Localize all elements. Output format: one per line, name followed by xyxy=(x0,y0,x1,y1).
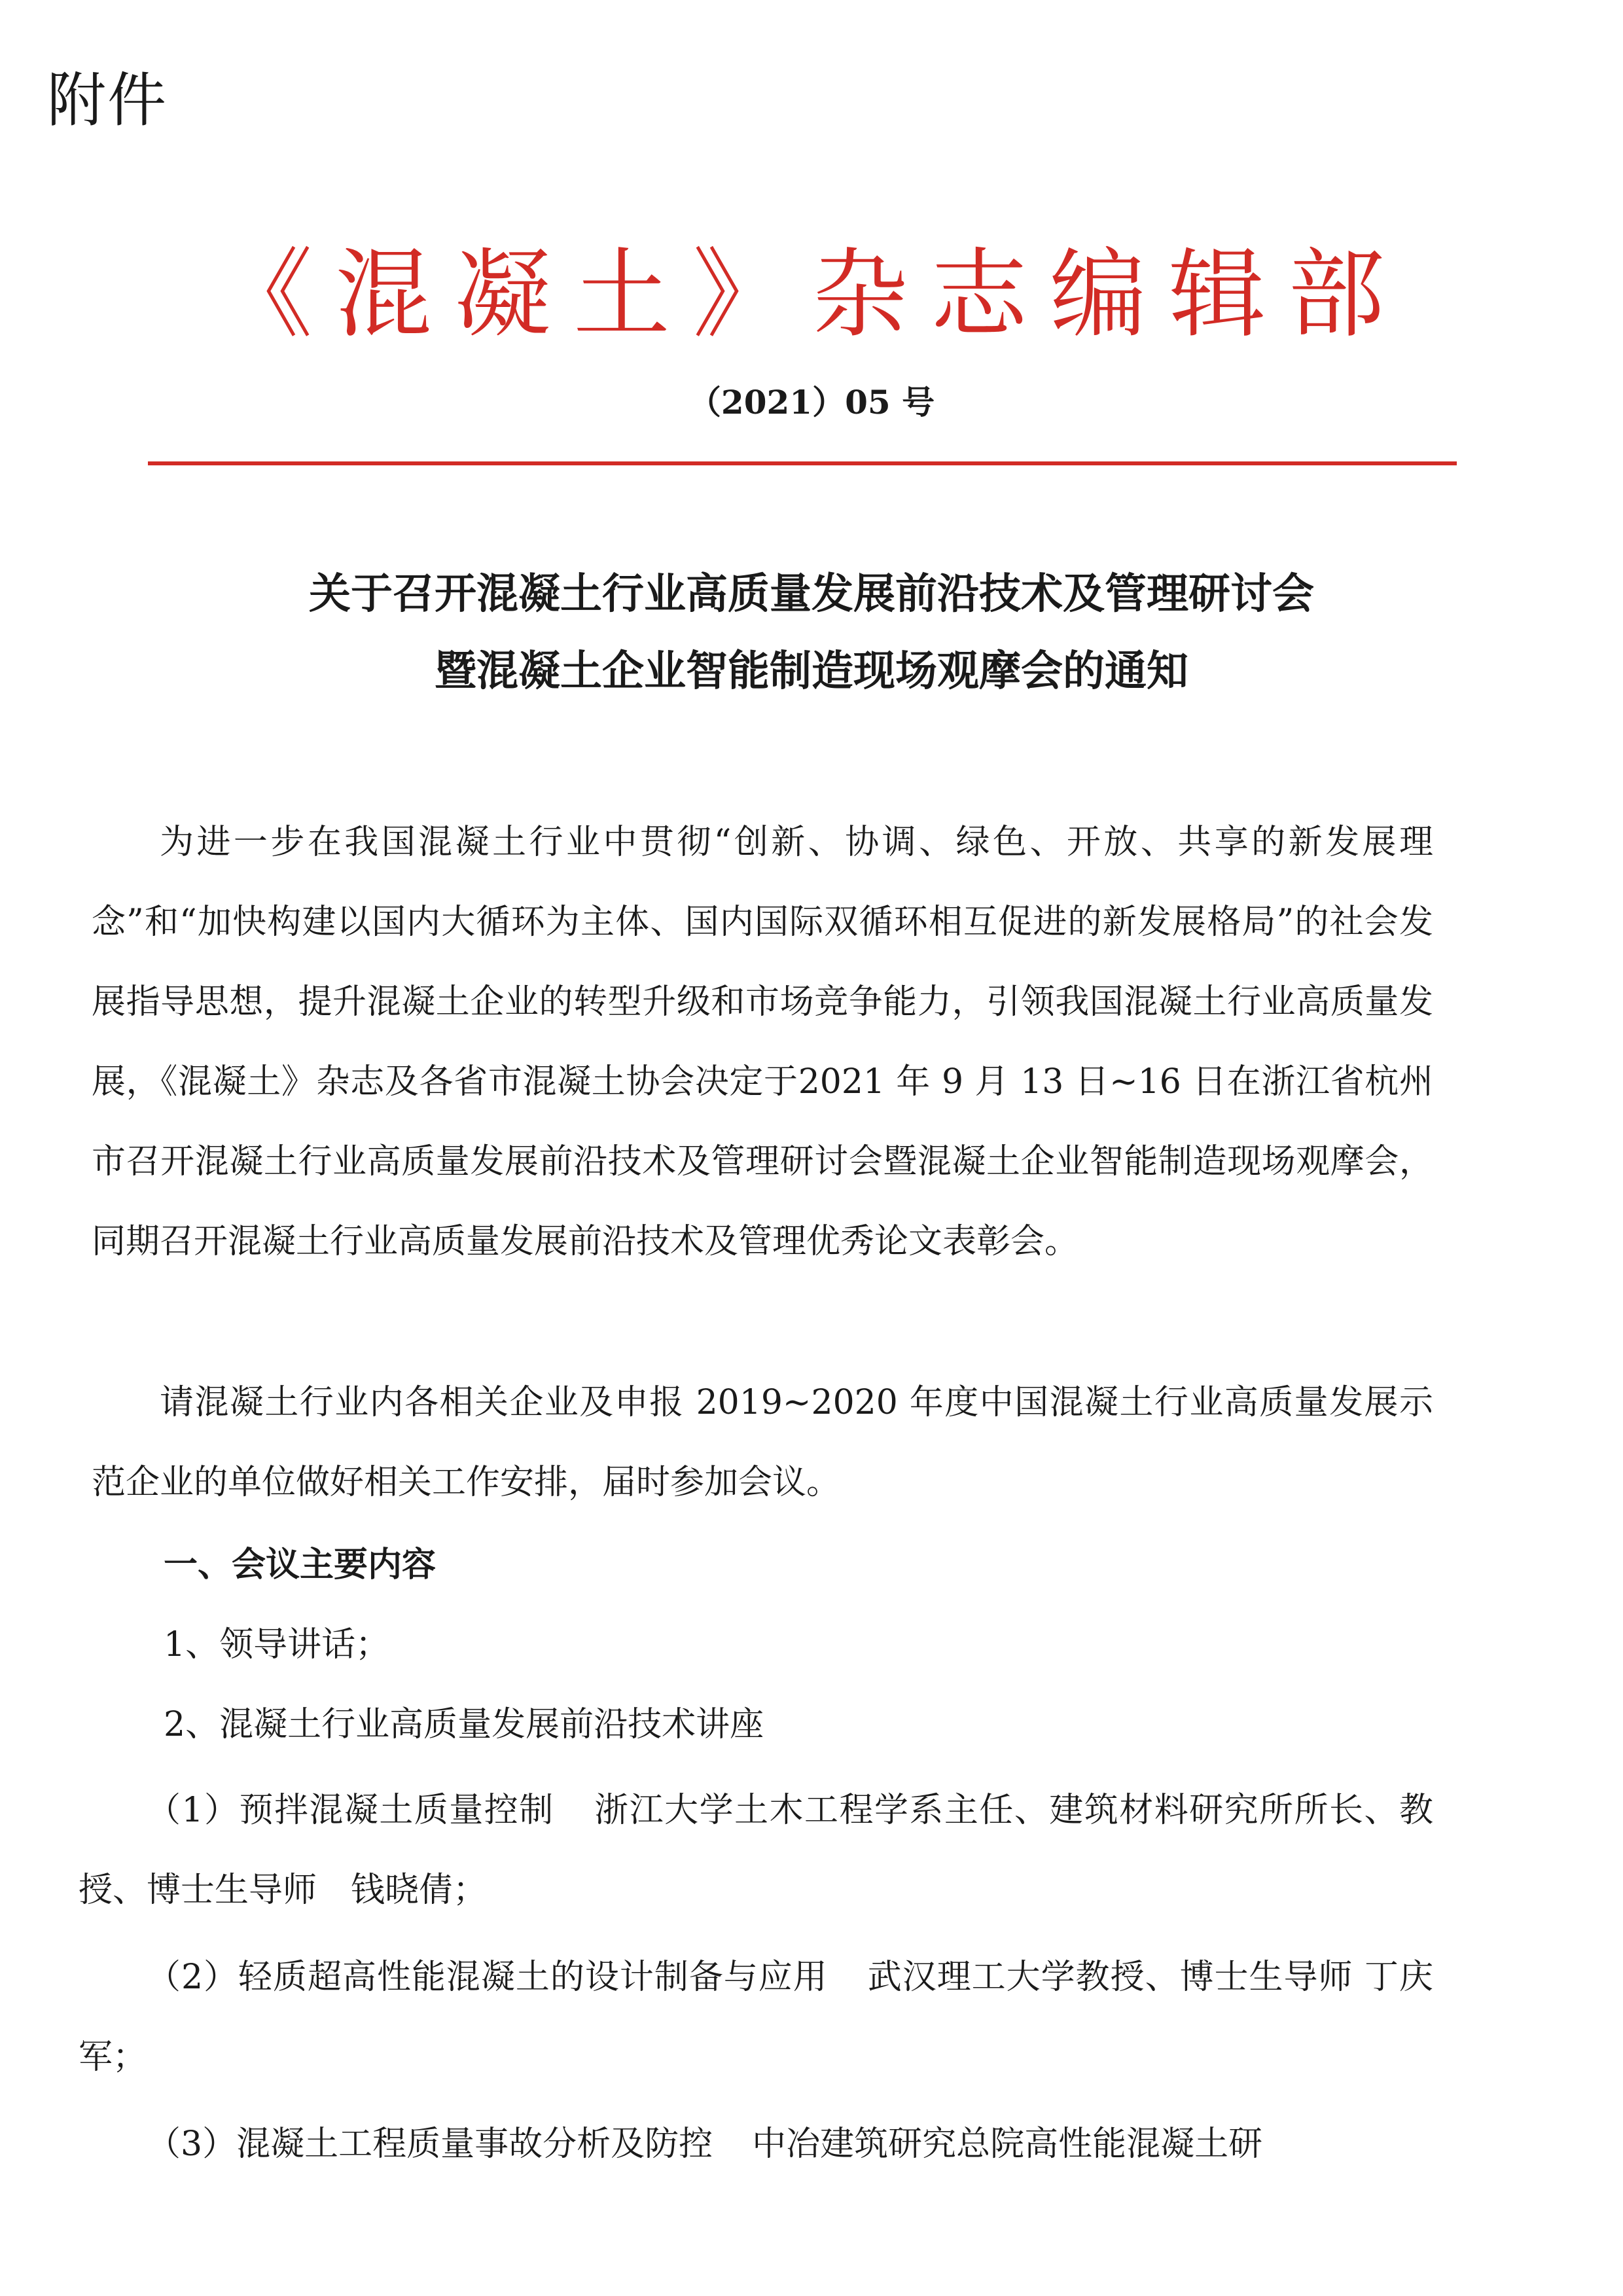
body-paragraph-2 xyxy=(92,1363,1433,1522)
attachment-label: 附件 xyxy=(47,66,168,135)
section-heading: 一、会议主要内容 xyxy=(164,1545,437,1585)
list-item: 2、混凝土行业高质量发展前沿技术讲座 xyxy=(164,1705,764,1744)
paragraph-text: 请混凝土行业内各相关企业及申报 2019~2020 年度中国混凝土行业高质量发展示范企业的单位做好相关工作安排，届时参加会议。 xyxy=(92,1383,1433,1502)
paragraph-text: 为进一步在我国混凝土行业中贯彻“创新、协调、绿色、开放、共享的新发展理念”和“加快构建以国内大循环为主体、国内国际双循环相互促进的新发展格局”的社会发展指导思想，提升混凝土企业的转型升级和市场竞争能力，引领我国混凝土行业高质量发展，《混凝土》杂志及各省市混凝土协会决定于2021 年 9 月 13 日~16 日在浙江省杭州市召开混凝土行业高质量发展前沿技术及管理研讨会暨混凝土企业智能制造现场观摩会，同期召开混凝土行业高质量发展前沿技术及管理优秀论文表彰会。 xyxy=(92,823,1433,1261)
notice-title-line-2: 暨混凝土企业智能制造现场观摩会的通知 xyxy=(435,647,1188,696)
lecture-topic: （3）混凝土工程质量事故分析及防控 xyxy=(147,2125,713,2164)
red-divider xyxy=(148,461,1457,465)
notice-title-line-1: 关于召开混凝土行业高质量发展前沿技术及管理研讨会 xyxy=(309,570,1314,619)
lecture-speaker: 浙江大学土木工程学系主任、建筑材料研究所所长、教授、博士生导师 钱晓倩； xyxy=(79,1791,1433,1910)
lecture-topic: （2）轻质超高性能混凝土的设计制备与应用 xyxy=(147,1958,828,1997)
lecture-item-1 xyxy=(79,1770,1433,1930)
document-number: （2021）05 号 xyxy=(688,383,935,422)
lecture-item-3 xyxy=(79,2104,1433,2184)
lecture-item-2 xyxy=(79,1937,1433,2097)
body-paragraph-1 xyxy=(92,802,1433,1282)
lecture-topic: （1）预拌混凝土质量控制 xyxy=(147,1791,554,1830)
masthead-title: 《混凝土》杂志编辑部 xyxy=(216,238,1407,351)
lecture-speaker: 武汉理工大学教授、博士生导师 丁庆军； xyxy=(79,1958,1433,2077)
lecture-speaker: 中冶建筑研究总院高性能混凝土研 xyxy=(752,2125,1263,2164)
list-item: 1、领导讲话； xyxy=(164,1625,390,1664)
